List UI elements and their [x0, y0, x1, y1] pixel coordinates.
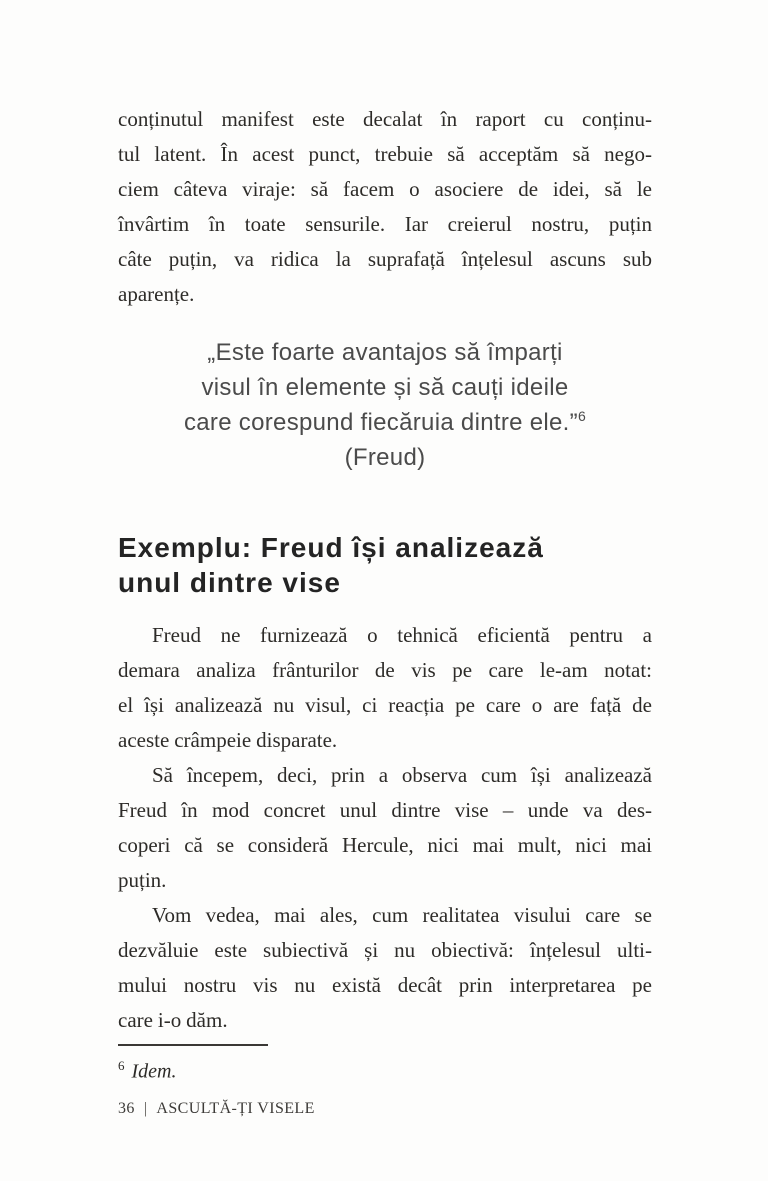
text-line: care i-o dăm. [118, 1008, 228, 1032]
page-footer [118, 1100, 315, 1118]
footer-separator: | [143, 1100, 148, 1117]
text-line: aceste crâmpeie disparate. [118, 728, 338, 752]
text-line: câte puțin, va ridica la suprafață înțelesul ascuns sub [118, 247, 652, 271]
heading-line: Exemplu: Freud își analizează [118, 532, 544, 563]
book-title: ASCULTĂ-ȚI VISELE [156, 1100, 315, 1117]
text-line: conținutul manifest este decalat în raport cu conținu- [118, 107, 652, 131]
text-line: mului nostru vis nu există decât prin interpretarea pe [118, 973, 652, 997]
footnote-divider [118, 1044, 268, 1046]
paragraph [118, 618, 652, 758]
quote-line: „Este foarte avantajos să împarți [207, 339, 563, 366]
footnote-content: Idem. [131, 1060, 177, 1083]
text-line: coperi că se consideră Hercule, nici mai mult, nici mai [118, 833, 652, 857]
quote-attribution: (Freud) [344, 444, 426, 471]
section-heading [118, 530, 652, 600]
text-line: dezvăluie este subiectivă și nu obiectivă: înțelesul ulti- [118, 938, 652, 962]
text-line: tul latent. În acest punct, trebuie să acceptăm să nego- [118, 142, 652, 166]
heading-line: unul dintre vise [118, 567, 341, 598]
text-line: Să începem, deci, prin a observa cum își analizează [152, 763, 652, 787]
quote-line-text: care corespund fiecăruia dintre ele.” [183, 409, 578, 436]
text-line: el își analizează nu visul, ci reacția pe care o are față de [118, 693, 652, 717]
footnote-marker: 6 [118, 1058, 125, 1073]
quote-line: visul în elemente și să cauți ideile [201, 374, 569, 401]
paragraph [118, 898, 652, 1038]
footnote-text [118, 1053, 652, 1085]
footnote-reference: 6 [577, 408, 587, 424]
paragraph [118, 758, 652, 898]
text-line: demara analiza frânturilor de vis pe care le-am notat: [118, 658, 652, 682]
text-line: Freud ne furnizează o tehnică eficientă pentru a [152, 623, 652, 647]
text-line: ciem câteva viraje: să facem o asociere de idei, să le [118, 177, 652, 201]
paragraph-continuation [118, 102, 652, 312]
text-line: Freud în mod concret unul dintre vise – unde va des- [118, 798, 652, 822]
text-line: aparențe. [118, 282, 195, 306]
quote-line [118, 405, 652, 440]
page-number: 36 [118, 1100, 135, 1117]
footnote [118, 1044, 652, 1085]
text-line: puțin. [118, 868, 167, 892]
text-line: învârtim în toate sensurile. Iar creierul nostru, puțin [118, 212, 652, 236]
quote-block [118, 335, 652, 475]
text-line: Vom vedea, mai ales, cum realitatea visului care se [152, 903, 652, 927]
